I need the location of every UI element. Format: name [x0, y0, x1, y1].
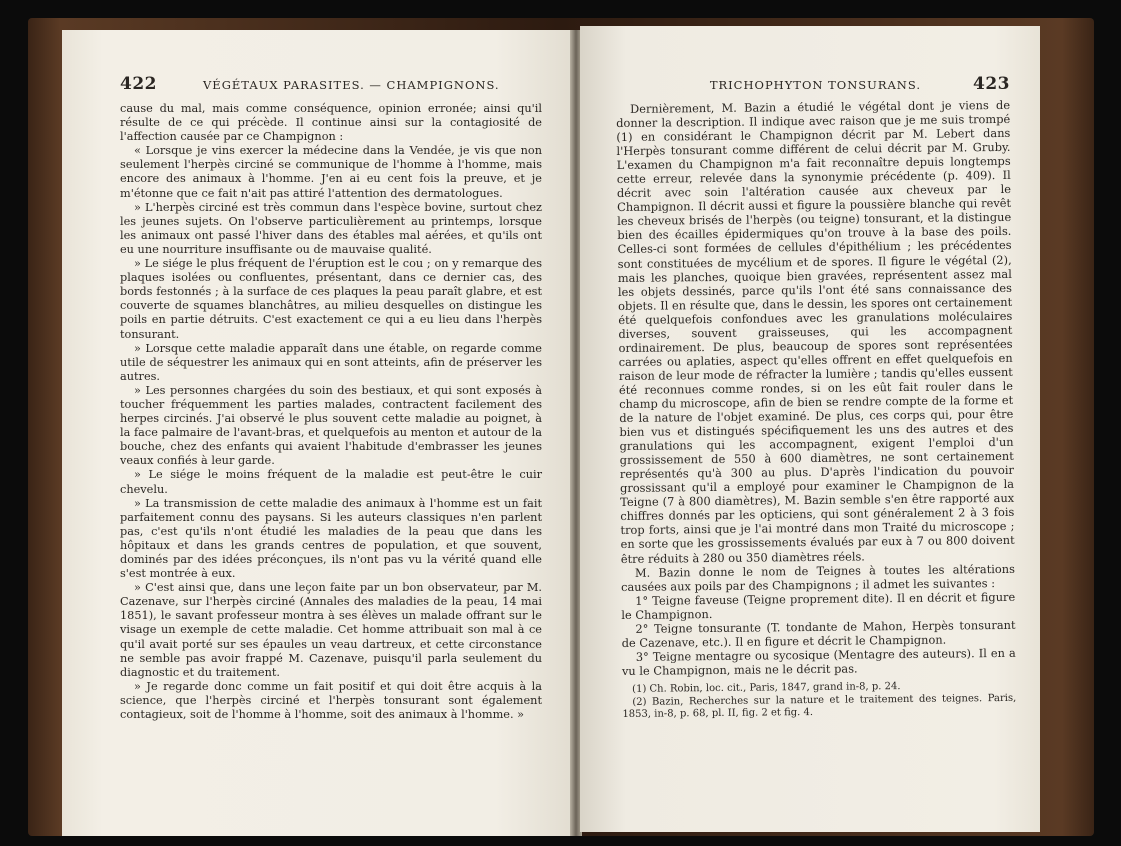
left-running-head: VÉGÉTAUX PARASITES. — CHAMPIGNONS. — [203, 78, 500, 92]
right-page-body — [616, 98, 1016, 722]
right-page — [580, 26, 1040, 832]
right-page-header — [616, 74, 1010, 94]
paragraph: cause du mal, mais comme conséquence, opinion erronée; ainsi qu'il résulte de ce qui précède. Il continue ainsi sur la contagiosité de l'affection causée par ce Champignon : — [120, 102, 542, 144]
paragraph: Dernièrement, M. Bazin a étudié le végétal dont je viens de donner la description. Il indique avec raison que je me suis trompé (1) en considérant le Champignon décrit par M. Lebert dans l'Herpès tonsurant comme différent de celui décrit par M. Gruby. L'examen du Champignon m'a fait reconnaître depuis longtemps cette erreur, relevée dans la synonymie précédente (p. 409). Il décrit avec soin l'altération causée aux cheveux par le Champignon. Il décrit aussi et figure la poussière blanche qui revêt les cheveux brisés de l'herpès (ou teigne) tonsurant, et la distingue bien des écailles épidermiques qu'on trouve à la base des poils. Celles-ci sont formées de cellules d'épithélium ; les précédentes sont constituées de mycélium et de spores. Il figure le végétal (2), mais les planches, quoique bien gravées, représentent assez mal les objets dessinés, parce qu'ils l'ont été sans connaissance des objets. Il en résulte que, dans le dessin, les spores ont certainement été quelquefois confondues avec les granulations moléculaires diverses, souvent graisseuses, qui les accompagnent ordinairement. De plus, beaucoup de spores sont représentées carrées ou aplaties, aspect qu'elles offrent en effet quelquefois en raison de leur mode de réfracter la lumière ; tandis qu'elles eussent été reconnues comme rondes, si on les eût fait rouler dans le champ du microscope, afin de bien se rendre compte de la forme et de la nature de l'objet examiné. De plus, ces corps qui, pour être bien vus et distingués spécifiquement les uns des autres et des granulations qui les accompagnent, exigent l'emploi d'un grossissement de 550 à 600 diamètres, ne sont certainement représentés qu'à 300 au plus. D'après l'indication du pouvoir grossissant qu'il a employé pour examiner le Champignon de la Teigne (7 à 800 diamètres), M. Bazin semble s'en être rapporté aux chiffres donnés par les opticiens, qui sont généralement 2 à 3 fois trop forts, ainsi que je l'ai montré dans mon Traité du microscope ; en sorte que les grossissements évalués par eux à 7 ou 800 doivent être réduits à 280 ou 350 diamètres réels. — [616, 97, 1015, 566]
footnote: (1) Ch. Robin, loc. cit., Paris, 1847, grand in-8, p. 24. — [632, 680, 901, 695]
paragraph: » C'est ainsi que, dans une leçon faite par un bon observateur, par M. Cazenave, sur l'herpès circiné (Annales des maladies de la peau, 14 mai 1851), le savant professeur montra à ses élèves un malade offrant sur le visage un exemple de cette maladie. Cet homme attribuait son mal à ce qu'il avait porté sur ses épaules un veau dartreux, et cette circonstance ne semble pas avoir frappé M. Cazenave, puisqu'il parla seulement du diagnostic et du traitement. — [120, 581, 542, 679]
left-page-number: 422 — [120, 74, 157, 94]
paragraph: » Je regarde donc comme un fait positif et qui doit être acquis à la science, que l'herpès circiné et l'herpès tonsurant sont également contagieux, soit de l'homme à l'homme, soit des animaux à l'homme. » — [120, 679, 542, 722]
paragraph: » La transmission de cette maladie des animaux à l'homme est un fait parfaitement connu des paysans. Si les auteurs classiques n'en parlent pas, c'est qu'ils n'ont étudié les maladies de la peau que dans les hôpitaux et dans les grands centres de population, et que souvent, dominés par des idées préconçues, ils n'ont pas vu la vérité quand elle s'est montrée à eux. — [120, 496, 542, 581]
paragraph: 2° Teigne tonsurante (T. tondante de Mahon, Herpès tonsurant de Cazenave, etc.). Il en figure et décrit le Champignon. — [621, 617, 1016, 650]
right-page-number: 423 — [973, 74, 1010, 94]
footnotes — [622, 680, 1016, 722]
paragraph: » Lorsque cette maladie apparaît dans une étable, on regarde comme utile de séquestrer les animaux qui en sont atteints, afin de préserver les autres. — [120, 341, 542, 383]
paragraph: M. Bazin donne le nom de Teignes à toutes les altérations causées aux poils par des Champignons ; il admet les suivantes : — [621, 561, 1015, 594]
footnote: (2) Bazin, Recherches sur la nature et le traitement des teignes. Paris, 1853, in-8, p. 68, pl. II, fig. 2 et fig. 4. — [622, 692, 1017, 721]
paragraph: » L'herpès circiné est très commun dans l'espèce bovine, surtout chez les jeunes sujets. On l'observe particulièrement au printemps, lorsque les animaux ont passé l'hiver dans des étables mal aérées, et qu'ils ont eu une nourriture insuffisante ou de mauvaise qualité. — [120, 200, 542, 256]
paragraph: » Le siége le moins fréquent de la maladie est peut-être le cuir chevelu. — [120, 468, 542, 496]
left-page-header — [120, 74, 542, 94]
paragraph: 1° Teigne faveuse (Teigne proprement dite). Il en décrit et figure le Champignon. — [621, 589, 1016, 622]
right-running-head: TRICHOPHYTON TONSURANS. — [709, 78, 921, 92]
paragraph: » Le siége le plus fréquent de l'éruption est le cou ; on y remarque des plaques isolées ou confluentes, présentant, dans ce dernier cas, des bords festonnés ; à la surface de ces plaques la peau paraît glabre, et est couverte de squames blanchâtres, au milieu desquelles on distingue les poils en partie détruits. C'est exactement ce qui a eu lieu dans l'herpès tonsurant. — [120, 257, 542, 341]
paragraph: » Les personnes chargées du soin des bestiaux, et qui sont exposés à toucher fréquemment les parties malades, contractent facilement des herpes circinés. J'ai observé le plus souvent cette maladie au poignet, à la face palmaire de l'avant-bras, et quelquefois au menton et autour de la bouche, chez des enfants qui avaient l'habitude d'embrasser les jeunes veaux confiés à leur garde. — [120, 383, 542, 468]
paragraph: 3° Teigne mentagre ou sycosique (Mentagre des auteurs). Il en a vu le Champignon, mais ne le décrit pas. — [621, 645, 1016, 678]
paragraph: « Lorsque je vins exercer la médecine dans la Vendée, je vis que non seulement l'herpès circiné se communique de l'homme à l'homme, mais encore des animaux à l'homme. J'en ai eu cent fois la preuve, et je m'étonne que ce fait n'ait pas attiré l'attention des dermatologues. — [120, 144, 542, 200]
left-page-body — [120, 102, 542, 722]
left-page — [62, 30, 572, 836]
